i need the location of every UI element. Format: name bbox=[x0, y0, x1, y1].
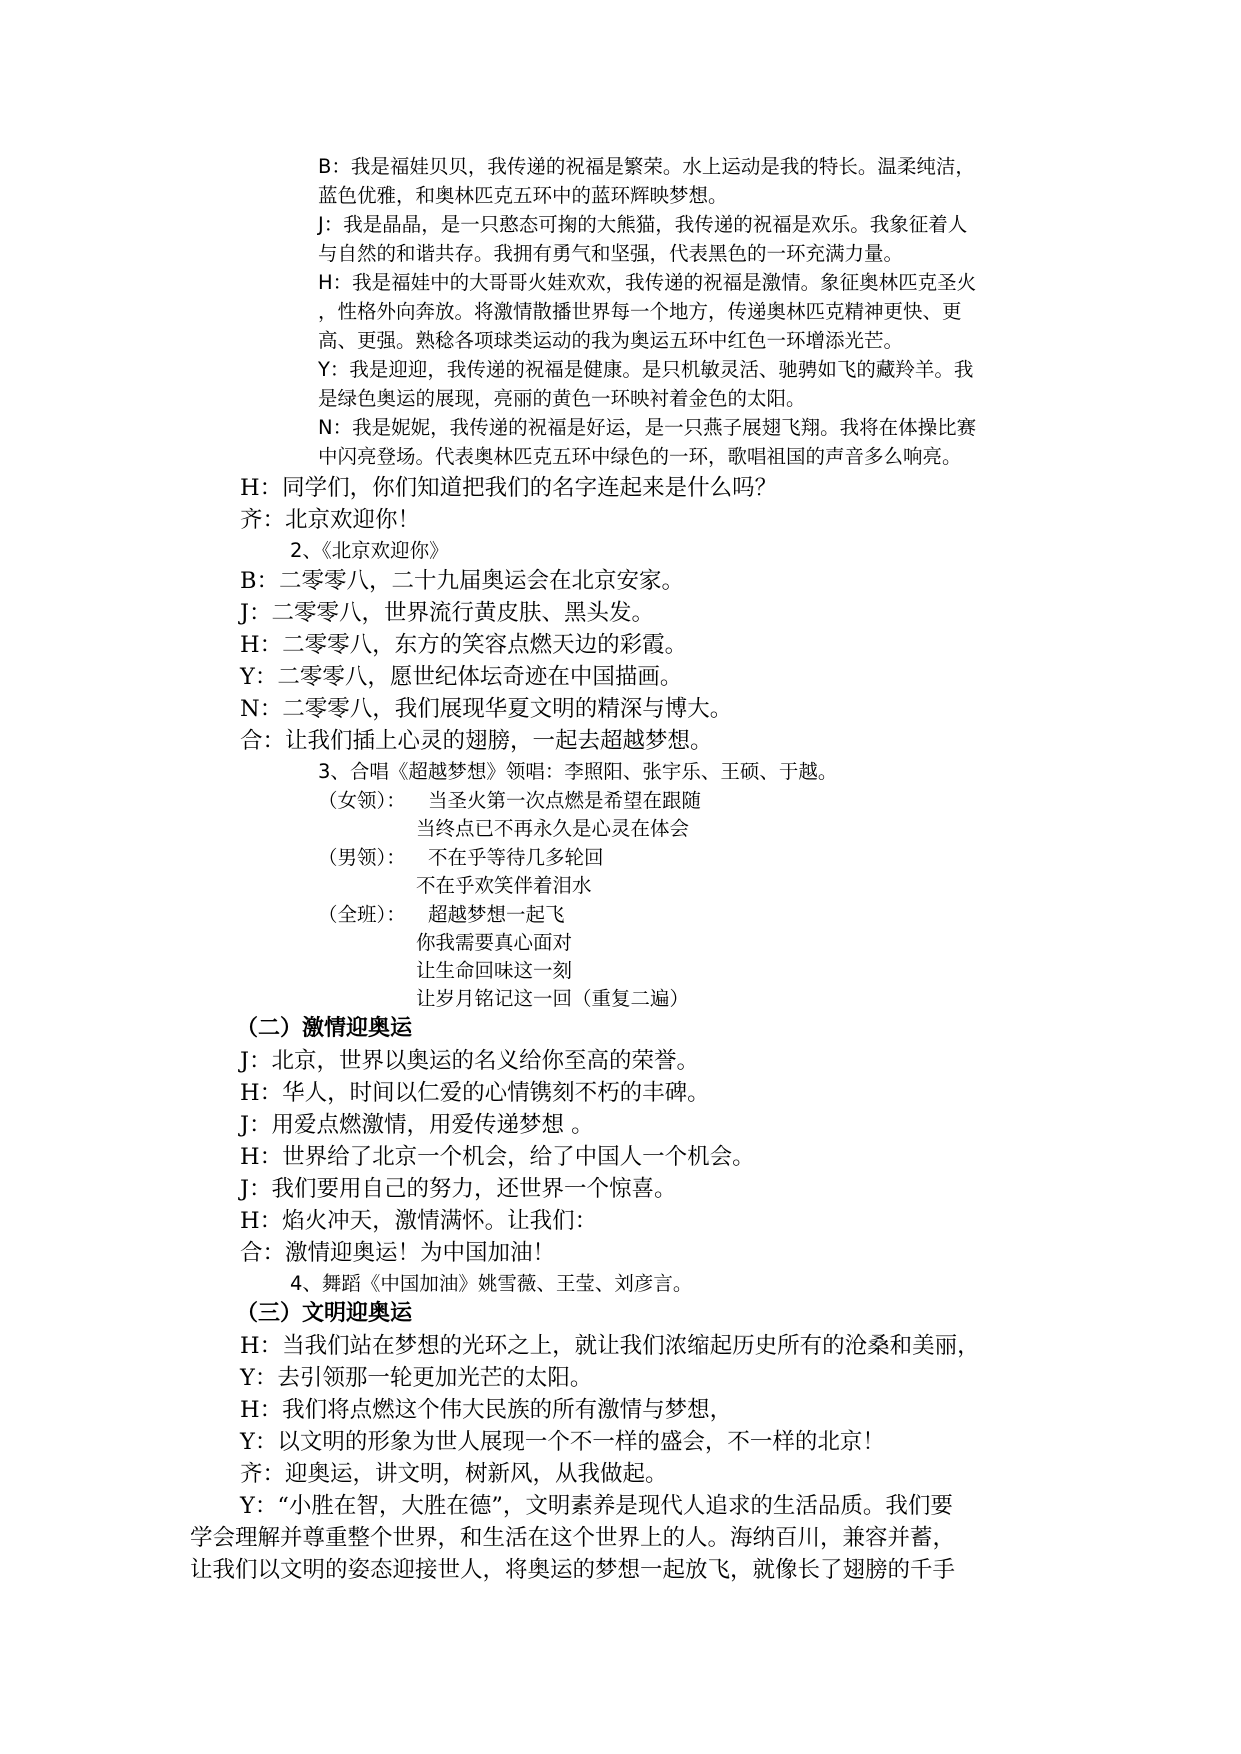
closing-paragraph-line: 学会理解并尊重整个世界，和生活在这个世界上的人。海纳百川，兼容并蓄， bbox=[190, 1525, 956, 1551]
lyrics-line: 不在乎欢笑伴着泪水 bbox=[416, 874, 592, 897]
dialogue-line: 合：激情迎奥运！为中国加油！ bbox=[240, 1240, 556, 1266]
dialogue-line: H：焰火冲天，激情满怀。让我们： bbox=[240, 1208, 598, 1234]
dialogue-line: H：同学们，你们知道把我们的名字连起来是什么吗？ bbox=[240, 475, 778, 501]
dialogue-line: 齐：迎奥运，讲文明，树新风，从我做起。 bbox=[240, 1461, 668, 1487]
lyrics-label-all: （全班）： bbox=[318, 903, 406, 926]
intro-j-line-2: 与自然的和谐共存。我拥有勇气和坚强，代表黑色的一环充满力量。 bbox=[318, 242, 904, 265]
dialogue-line: H：二零零八，东方的笑容点燃天边的彩霞。 bbox=[240, 632, 688, 658]
lyrics-label-male: （男领）： bbox=[318, 846, 406, 869]
intro-b-line-1: B：我是福娃贝贝，我传递的祝福是繁荣。水上运动是我的特长。温柔纯洁， bbox=[318, 155, 975, 178]
dialogue-line: N：二零零八，我们展现华夏文明的精深与博大。 bbox=[240, 696, 733, 722]
dialogue-line: H：我们将点燃这个伟大民族的所有激情与梦想， bbox=[240, 1397, 733, 1423]
lyrics-line: 当终点已不再永久是心灵在体会 bbox=[416, 817, 690, 840]
intro-j-line-1: J：我是晶晶，是一只憨态可掬的大熊猫，我传递的祝福是欢乐。我象征着人 bbox=[318, 213, 968, 236]
dialogue-line: B：二零零八，二十九届奥运会在北京安家。 bbox=[240, 568, 685, 594]
lyrics-line: 当圣火第一次点燃是希望在跟随 bbox=[428, 789, 702, 812]
dialogue-line: H：华人，时间以仁爱的心情镌刻不朽的丰碑。 bbox=[240, 1080, 710, 1106]
dialogue-line: J：二零零八，世界流行黄皮肤、黑头发。 bbox=[240, 600, 655, 626]
lyrics-line: 不在乎等待几多轮回 bbox=[428, 846, 604, 869]
dialogue-line: 齐：北京欢迎你！ bbox=[240, 507, 421, 533]
intro-b-line-2: 蓝色优雅，和奥林匹克五环中的蓝环辉映梦想。 bbox=[318, 184, 728, 207]
dialogue-line: J：北京，世界以奥运的名义给你至高的荣誉。 bbox=[240, 1048, 700, 1074]
intro-h-line-1: H：我是福娃中的大哥哥火娃欢欢，我传递的祝福是激情。象征奥林匹克圣火 bbox=[318, 271, 977, 294]
intro-h-line-2: ，性格外向奔放。将激情散播世界每一个地方，传递奥林匹克精神更快、更 bbox=[318, 300, 962, 323]
dialogue-line: J：用爱点燃激情，用爱传递梦想 。 bbox=[240, 1112, 594, 1138]
lyrics-line: 超越梦想一起飞 bbox=[428, 903, 565, 926]
dialogue-line: H：当我们站在梦想的光环之上，就让我们浓缩起历史所有的沧桑和美丽， bbox=[240, 1333, 980, 1359]
dialogue-line: Y：二零零八，愿世纪体坛奇迹在中国描画。 bbox=[240, 664, 683, 690]
dialogue-line: H：世界给了北京一个机会，给了中国人一个机会。 bbox=[240, 1144, 755, 1170]
intro-n-line-1: N：我是妮妮，我传递的祝福是好运，是一只燕子展翅飞翔。我将在体操比赛 bbox=[318, 416, 977, 439]
intro-y-line-1: Y：我是迎迎，我传递的祝福是健康。是只机敏灵活、驰骋如飞的藏羚羊。我 bbox=[318, 358, 974, 381]
dialogue-line: J：我们要用自己的努力，还世界一个惊喜。 bbox=[240, 1176, 677, 1202]
closing-paragraph-line: 让我们以文明的姿态迎接世人，将奥运的梦想一起放飞，就像长了翅膀的千手 bbox=[190, 1557, 956, 1583]
intro-h-line-3: 高、更强。熟稔各项球类运动的我为奥运五环中红色一环增添光芒。 bbox=[318, 329, 904, 352]
lyrics-label-female: （女领）： bbox=[318, 789, 406, 812]
section-heading: （三）文明迎奥运 bbox=[236, 1301, 413, 1326]
dialogue-line: 合：让我们插上心灵的翅膀，一起去超越梦想。 bbox=[240, 728, 713, 754]
dialogue-line: Y：以文明的形象为世人展现一个不一样的盛会，不一样的北京！ bbox=[240, 1429, 885, 1455]
section-heading: （二）激情迎奥运 bbox=[236, 1016, 413, 1041]
program-item: 2、《北京欢迎你》 bbox=[290, 539, 449, 562]
intro-n-line-2: 中闪亮登场。代表奥林匹克五环中绿色的一环，歌唱祖国的声音多么响亮。 bbox=[318, 445, 962, 468]
intro-y-line-2: 是绿色奥运的展现，亮丽的黄色一环映衬着金色的太阳。 bbox=[318, 387, 806, 410]
dialogue-line: Y：去引领那一轮更加光芒的太阳。 bbox=[240, 1365, 593, 1391]
program-item: 4、舞蹈《中国加油》姚雪薇、王莹、刘彦言。 bbox=[290, 1272, 693, 1295]
program-item: 3、合唱《超越梦想》领唱：李照阳、张宇乐、王硕、于越。 bbox=[318, 760, 838, 783]
closing-paragraph-line: Y：“小胜在智，大胜在德”，文明素养是现代人追求的生活品质。我们要 bbox=[240, 1493, 953, 1519]
lyrics-line: 让生命回味这一刻 bbox=[416, 959, 573, 982]
lyrics-line: 你我需要真心面对 bbox=[416, 931, 573, 954]
lyrics-line: 让岁月铭记这一回（重复二遍） bbox=[416, 987, 690, 1010]
